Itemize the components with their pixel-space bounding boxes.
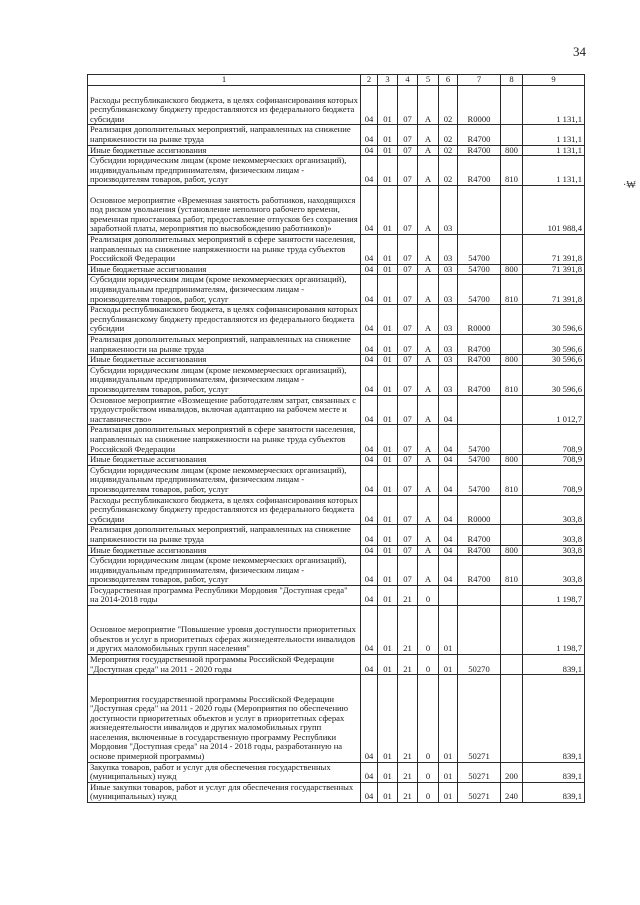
- subsection-code-cell: 01: [378, 334, 398, 354]
- measure-code-cell: 02: [439, 86, 458, 125]
- subprogram-code-cell: А: [418, 185, 439, 234]
- amount-cell: 71 391,8: [523, 234, 585, 264]
- subsection-code-cell: 01: [378, 305, 398, 335]
- amount-cell: 839,1: [523, 675, 585, 762]
- subsection-code-cell: 01: [378, 156, 398, 186]
- expense-type-cell: [501, 425, 523, 455]
- measure-code-cell: 03: [439, 234, 458, 264]
- row-name-cell: Реализация дополнительных мероприятий в сфере занятости населения, направленных на снижение напряженности на рынке труда субъектов Российской Федерации: [88, 234, 361, 264]
- amount-cell: 839,1: [523, 655, 585, 675]
- row-name-cell: Реализация дополнительных мероприятий, направленных на снижение напряженности на рынке труда: [88, 525, 361, 545]
- section-code-cell: 04: [361, 185, 378, 234]
- program-code-cell: 21: [398, 606, 418, 655]
- table-row: [88, 145, 585, 156]
- subprogram-code-cell: А: [418, 334, 439, 354]
- section-code-cell: 04: [361, 156, 378, 186]
- column-header: 7: [458, 75, 501, 86]
- subprogram-code-cell: А: [418, 425, 439, 455]
- expense-direction-cell: 54700: [458, 455, 501, 466]
- column-number-header: [88, 75, 585, 86]
- section-code-cell: 04: [361, 606, 378, 655]
- program-code-cell: 07: [398, 86, 418, 125]
- section-code-cell: 04: [361, 782, 378, 802]
- expense-type-cell: [501, 585, 523, 605]
- subprogram-code-cell: А: [418, 86, 439, 125]
- subprogram-code-cell: 0: [418, 606, 439, 655]
- program-code-cell: 07: [398, 495, 418, 525]
- expense-type-cell: 800: [501, 355, 523, 366]
- amount-cell: 708,9: [523, 455, 585, 466]
- measure-code-cell: 01: [439, 675, 458, 762]
- subsection-code-cell: 01: [378, 556, 398, 586]
- table-row: [88, 365, 585, 395]
- table-row: [88, 86, 585, 125]
- program-code-cell: 07: [398, 395, 418, 425]
- expense-direction-cell: R0000: [458, 86, 501, 125]
- measure-code-cell: 04: [439, 525, 458, 545]
- section-code-cell: 04: [361, 334, 378, 354]
- section-code-cell: 04: [361, 495, 378, 525]
- expense-type-cell: 810: [501, 365, 523, 395]
- section-code-cell: 04: [361, 465, 378, 495]
- subprogram-code-cell: А: [418, 305, 439, 335]
- subsection-code-cell: 01: [378, 275, 398, 305]
- measure-code-cell: 04: [439, 425, 458, 455]
- table-row: [88, 125, 585, 145]
- measure-code-cell: 01: [439, 762, 458, 782]
- subsection-code-cell: 01: [378, 145, 398, 156]
- budget-table: [87, 74, 585, 803]
- measure-code-cell: 03: [439, 334, 458, 354]
- measure-code-cell: 03: [439, 355, 458, 366]
- measure-code-cell: 01: [439, 655, 458, 675]
- measure-code-cell: 04: [439, 455, 458, 466]
- amount-cell: 30 596,6: [523, 365, 585, 395]
- expense-type-cell: 800: [501, 455, 523, 466]
- subsection-code-cell: 01: [378, 425, 398, 455]
- expense-direction-cell: 54700: [458, 275, 501, 305]
- subprogram-code-cell: А: [418, 264, 439, 275]
- amount-cell: 1 198,7: [523, 585, 585, 605]
- subprogram-code-cell: 0: [418, 762, 439, 782]
- amount-cell: 30 596,6: [523, 334, 585, 354]
- row-name-cell: Основное мероприятие «Временная занятость работников, находящихся под риском увольнения (установление неполного рабочего времени, временная приостановка работ, предоставление отпусков без сохранения заработной платы, мероприятия по высвобождению работников)»: [88, 185, 361, 234]
- expense-direction-cell: R4700: [458, 545, 501, 556]
- expense-type-cell: 800: [501, 264, 523, 275]
- expense-type-cell: [501, 675, 523, 762]
- table-row: [88, 156, 585, 186]
- column-header: 9: [523, 75, 585, 86]
- subsection-code-cell: 01: [378, 355, 398, 366]
- column-header: 8: [501, 75, 523, 86]
- amount-cell: 1 131,1: [523, 86, 585, 125]
- expense-type-cell: [501, 185, 523, 234]
- program-code-cell: 07: [398, 455, 418, 466]
- subprogram-code-cell: А: [418, 495, 439, 525]
- amount-cell: 101 988,4: [523, 185, 585, 234]
- subsection-code-cell: 01: [378, 675, 398, 762]
- expense-direction-cell: R4700: [458, 365, 501, 395]
- expense-direction-cell: R4700: [458, 556, 501, 586]
- program-code-cell: 07: [398, 264, 418, 275]
- program-code-cell: 07: [398, 275, 418, 305]
- measure-code-cell: 03: [439, 185, 458, 234]
- program-code-cell: 21: [398, 782, 418, 802]
- column-header: 2: [361, 75, 378, 86]
- section-code-cell: 04: [361, 762, 378, 782]
- measure-code-cell: 03: [439, 365, 458, 395]
- expense-type-cell: [501, 125, 523, 145]
- section-code-cell: 04: [361, 145, 378, 156]
- expense-direction-cell: 50271: [458, 782, 501, 802]
- subsection-code-cell: 01: [378, 365, 398, 395]
- row-name-cell: Закупка товаров, работ и услуг для обеспечения государственных (муниципальных) нужд: [88, 762, 361, 782]
- subsection-code-cell: 01: [378, 655, 398, 675]
- amount-cell: 1 198,7: [523, 606, 585, 655]
- row-name-cell: Субсидии юридическим лицам (кроме некоммерческих организаций), индивидуальным предпринимателям, физическим лицам - производителям товаров, работ, услуг: [88, 465, 361, 495]
- section-code-cell: 04: [361, 675, 378, 762]
- expense-type-cell: [501, 305, 523, 335]
- row-name-cell: Реализация дополнительных мероприятий, направленных на снижение напряженности на рынке труда: [88, 125, 361, 145]
- amount-cell: 708,9: [523, 425, 585, 455]
- row-name-cell: Мероприятия государственной программы Российской Федерации "Доступная среда" на 2011 - 2020 годы: [88, 655, 361, 675]
- section-code-cell: 04: [361, 125, 378, 145]
- measure-code-cell: 02: [439, 145, 458, 156]
- section-code-cell: 04: [361, 234, 378, 264]
- expense-type-cell: 810: [501, 556, 523, 586]
- amount-cell: 303,8: [523, 495, 585, 525]
- subsection-code-cell: 01: [378, 606, 398, 655]
- column-header: 3: [378, 75, 398, 86]
- subsection-code-cell: 01: [378, 465, 398, 495]
- program-code-cell: 07: [398, 465, 418, 495]
- table-row: [88, 585, 585, 605]
- row-name-cell: Иные бюджетные ассигнования: [88, 545, 361, 556]
- section-code-cell: 04: [361, 556, 378, 586]
- subsection-code-cell: 01: [378, 185, 398, 234]
- row-name-cell: Субсидии юридическим лицам (кроме некоммерческих организаций), индивидуальным предпринимателям, физическим лицам - производителям товаров, работ, услуг: [88, 556, 361, 586]
- row-name-cell: Расходы республиканского бюджета, в целях софинансирования которых республиканскому бюджету предоставляются из федерального бюджета субсидии: [88, 305, 361, 335]
- section-code-cell: 04: [361, 305, 378, 335]
- subsection-code-cell: 01: [378, 234, 398, 264]
- column-header: 5: [418, 75, 439, 86]
- expense-direction-cell: 54700: [458, 234, 501, 264]
- program-code-cell: 07: [398, 185, 418, 234]
- row-name-cell: Иные бюджетные ассигнования: [88, 355, 361, 366]
- program-code-cell: 07: [398, 365, 418, 395]
- program-code-cell: 07: [398, 334, 418, 354]
- program-code-cell: 07: [398, 525, 418, 545]
- row-name-cell: Мероприятия государственной программы Российской Федерации "Доступная среда" на 2011 - 2020 годы (Мероприятия по обеспечению доступности приоритетных объектов и услуг в приоритетных сферах жизнедеятельности инвалидов и других маломобильных групп населения, включенные в государственную программу Республики Мордовия "Доступная среда" на 2014 - 2018 годы, разработанную на основе примерной программы): [88, 675, 361, 762]
- table-row: [88, 425, 585, 455]
- expense-direction-cell: 54700: [458, 465, 501, 495]
- subprogram-code-cell: А: [418, 525, 439, 545]
- table-row: [88, 185, 585, 234]
- subprogram-code-cell: А: [418, 545, 439, 556]
- table-row: [88, 782, 585, 802]
- program-code-cell: 07: [398, 425, 418, 455]
- measure-code-cell: 04: [439, 465, 458, 495]
- row-name-cell: Субсидии юридическим лицам (кроме некоммерческих организаций), индивидуальным предпринимателям, физическим лицам - производителям товаров, работ, услуг: [88, 365, 361, 395]
- expense-type-cell: 240: [501, 782, 523, 802]
- subsection-code-cell: 01: [378, 455, 398, 466]
- subprogram-code-cell: 0: [418, 675, 439, 762]
- subprogram-code-cell: А: [418, 275, 439, 305]
- expense-type-cell: 800: [501, 145, 523, 156]
- row-name-cell: Основное мероприятие "Повышение уровня доступности приоритетных объектов и услуг в приоритетных сферах жизнедеятельности инвалидов и других маломобильных групп населения": [88, 606, 361, 655]
- row-name-cell: Расходы республиканского бюджета, в целях софинансирования которых республиканскому бюджету предоставляются из федерального бюджета субсидии: [88, 86, 361, 125]
- section-code-cell: 04: [361, 86, 378, 125]
- column-header: 1: [88, 75, 361, 86]
- expense-direction-cell: R4700: [458, 525, 501, 545]
- subprogram-code-cell: А: [418, 156, 439, 186]
- amount-cell: 30 596,6: [523, 305, 585, 335]
- subsection-code-cell: 01: [378, 264, 398, 275]
- expense-type-cell: 800: [501, 545, 523, 556]
- section-code-cell: 04: [361, 455, 378, 466]
- expense-direction-cell: [458, 606, 501, 655]
- program-code-cell: 07: [398, 305, 418, 335]
- expense-direction-cell: 50270: [458, 655, 501, 675]
- program-code-cell: 07: [398, 355, 418, 366]
- expense-direction-cell: R0000: [458, 495, 501, 525]
- subprogram-code-cell: А: [418, 465, 439, 495]
- expense-type-cell: 810: [501, 465, 523, 495]
- row-name-cell: Иные бюджетные ассигнования: [88, 264, 361, 275]
- table-row: [88, 556, 585, 586]
- row-name-cell: Иные бюджетные ассигнования: [88, 145, 361, 156]
- subsection-code-cell: 01: [378, 545, 398, 556]
- expense-direction-cell: R4700: [458, 355, 501, 366]
- row-name-cell: Реализация дополнительных мероприятий в сфере занятости населения, направленных на снижение напряженности на рынке труда субъектов Российской Федерации: [88, 425, 361, 455]
- amount-cell: 303,8: [523, 525, 585, 545]
- amount-cell: 303,8: [523, 556, 585, 586]
- amount-cell: 71 391,8: [523, 275, 585, 305]
- subsection-code-cell: 01: [378, 125, 398, 145]
- expense-direction-cell: R4700: [458, 334, 501, 354]
- section-code-cell: 04: [361, 655, 378, 675]
- table-row: [88, 395, 585, 425]
- subsection-code-cell: 01: [378, 782, 398, 802]
- section-code-cell: 04: [361, 395, 378, 425]
- subprogram-code-cell: А: [418, 556, 439, 586]
- amount-cell: 1 012,7: [523, 395, 585, 425]
- row-name-cell: Субсидии юридическим лицам (кроме некоммерческих организаций), индивидуальным предпринимателям, физическим лицам - производителям товаров, работ, услуг: [88, 275, 361, 305]
- section-code-cell: 04: [361, 365, 378, 395]
- expense-type-cell: 200: [501, 762, 523, 782]
- amount-cell: 708,9: [523, 465, 585, 495]
- amount-cell: 1 131,1: [523, 156, 585, 186]
- program-code-cell: 07: [398, 145, 418, 156]
- subprogram-code-cell: А: [418, 455, 439, 466]
- column-header: 6: [439, 75, 458, 86]
- subsection-code-cell: 01: [378, 86, 398, 125]
- measure-code-cell: 04: [439, 545, 458, 556]
- expense-direction-cell: 50271: [458, 675, 501, 762]
- subsection-code-cell: 01: [378, 585, 398, 605]
- expense-direction-cell: [458, 585, 501, 605]
- table-row: [88, 355, 585, 366]
- expense-type-cell: [501, 334, 523, 354]
- expense-type-cell: [501, 495, 523, 525]
- program-code-cell: 07: [398, 156, 418, 186]
- subprogram-code-cell: А: [418, 145, 439, 156]
- subprogram-code-cell: А: [418, 395, 439, 425]
- row-name-cell: Иные закупки товаров, работ и услуг для обеспечения государственных (муниципальных) нужд: [88, 782, 361, 802]
- expense-type-cell: [501, 234, 523, 264]
- row-name-cell: Расходы республиканского бюджета, в целях софинансирования которых республиканскому бюджету предоставляются из федерального бюджета субсидии: [88, 495, 361, 525]
- section-code-cell: 04: [361, 275, 378, 305]
- measure-code-cell: 02: [439, 156, 458, 186]
- program-code-cell: 07: [398, 545, 418, 556]
- table-row: [88, 334, 585, 354]
- section-code-cell: 04: [361, 425, 378, 455]
- expense-direction-cell: [458, 395, 501, 425]
- expense-type-cell: [501, 86, 523, 125]
- expense-type-cell: 810: [501, 156, 523, 186]
- column-header: 4: [398, 75, 418, 86]
- row-name-cell: Субсидии юридическим лицам (кроме некоммерческих организаций), индивидуальным предпринимателям, физическим лицам - производителям товаров, работ, услуг: [88, 156, 361, 186]
- table-row: [88, 465, 585, 495]
- table-row: [88, 606, 585, 655]
- row-name-cell: Государственная программа Республики Мордовия "Доступная среда" на 2014-2018 годы: [88, 585, 361, 605]
- section-code-cell: 04: [361, 545, 378, 556]
- subprogram-code-cell: 0: [418, 782, 439, 802]
- subprogram-code-cell: А: [418, 365, 439, 395]
- measure-code-cell: 04: [439, 395, 458, 425]
- measure-code-cell: 03: [439, 305, 458, 335]
- table-row: [88, 264, 585, 275]
- program-code-cell: 21: [398, 655, 418, 675]
- subsection-code-cell: 01: [378, 495, 398, 525]
- expense-type-cell: [501, 395, 523, 425]
- section-code-cell: 04: [361, 585, 378, 605]
- program-code-cell: 21: [398, 585, 418, 605]
- row-name-cell: Основное мероприятие «Возмещение работодателям затрат, связанных с трудоустройством инвалидов, включая адаптацию на рабочем месте и наставничество»: [88, 395, 361, 425]
- expense-type-cell: [501, 525, 523, 545]
- measure-code-cell: 03: [439, 264, 458, 275]
- subsection-code-cell: 01: [378, 525, 398, 545]
- expense-direction-cell: R0000: [458, 305, 501, 335]
- section-code-cell: 04: [361, 355, 378, 366]
- subsection-code-cell: 01: [378, 762, 398, 782]
- expense-direction-cell: R4700: [458, 125, 501, 145]
- measure-code-cell: 02: [439, 125, 458, 145]
- program-code-cell: 07: [398, 234, 418, 264]
- subprogram-code-cell: 0: [418, 655, 439, 675]
- table-row: [88, 545, 585, 556]
- subprogram-code-cell: А: [418, 234, 439, 264]
- subprogram-code-cell: А: [418, 355, 439, 366]
- expense-direction-cell: 54700: [458, 264, 501, 275]
- table-row: [88, 762, 585, 782]
- expense-direction-cell: [458, 185, 501, 234]
- row-name-cell: Реализация дополнительных мероприятий, направленных на снижение напряженности на рынке труда: [88, 334, 361, 354]
- amount-cell: 303,8: [523, 545, 585, 556]
- measure-code-cell: 01: [439, 606, 458, 655]
- section-code-cell: 04: [361, 525, 378, 545]
- expense-direction-cell: R4700: [458, 145, 501, 156]
- program-code-cell: 07: [398, 556, 418, 586]
- table-row: [88, 455, 585, 466]
- table-row: [88, 675, 585, 762]
- measure-code-cell: 03: [439, 275, 458, 305]
- measure-code-cell: 01: [439, 782, 458, 802]
- table-body: [88, 86, 585, 803]
- program-code-cell: 21: [398, 675, 418, 762]
- program-code-cell: 07: [398, 125, 418, 145]
- subsection-code-cell: 01: [378, 395, 398, 425]
- table-row: [88, 525, 585, 545]
- row-name-cell: Иные бюджетные ассигнования: [88, 455, 361, 466]
- measure-code-cell: 04: [439, 495, 458, 525]
- expense-type-cell: [501, 606, 523, 655]
- measure-code-cell: 04: [439, 556, 458, 586]
- amount-cell: 839,1: [523, 782, 585, 802]
- amount-cell: 839,1: [523, 762, 585, 782]
- expense-type-cell: 810: [501, 275, 523, 305]
- page-number: 34: [573, 44, 586, 59]
- expense-direction-cell: R4700: [458, 156, 501, 186]
- table-row: [88, 275, 585, 305]
- table-row: [88, 655, 585, 675]
- amount-cell: 1 131,1: [523, 145, 585, 156]
- table-row: [88, 234, 585, 264]
- margin-mark: ·₩: [623, 180, 636, 191]
- program-code-cell: 21: [398, 762, 418, 782]
- measure-code-cell: [439, 585, 458, 605]
- section-code-cell: 04: [361, 264, 378, 275]
- expense-type-cell: [501, 655, 523, 675]
- expense-direction-cell: 54700: [458, 425, 501, 455]
- subprogram-code-cell: А: [418, 125, 439, 145]
- expense-direction-cell: 50271: [458, 762, 501, 782]
- subprogram-code-cell: 0: [418, 585, 439, 605]
- amount-cell: 1 131,1: [523, 125, 585, 145]
- amount-cell: 71 391,8: [523, 264, 585, 275]
- table-row: [88, 495, 585, 525]
- amount-cell: 30 596,6: [523, 355, 585, 366]
- table-row: [88, 305, 585, 335]
